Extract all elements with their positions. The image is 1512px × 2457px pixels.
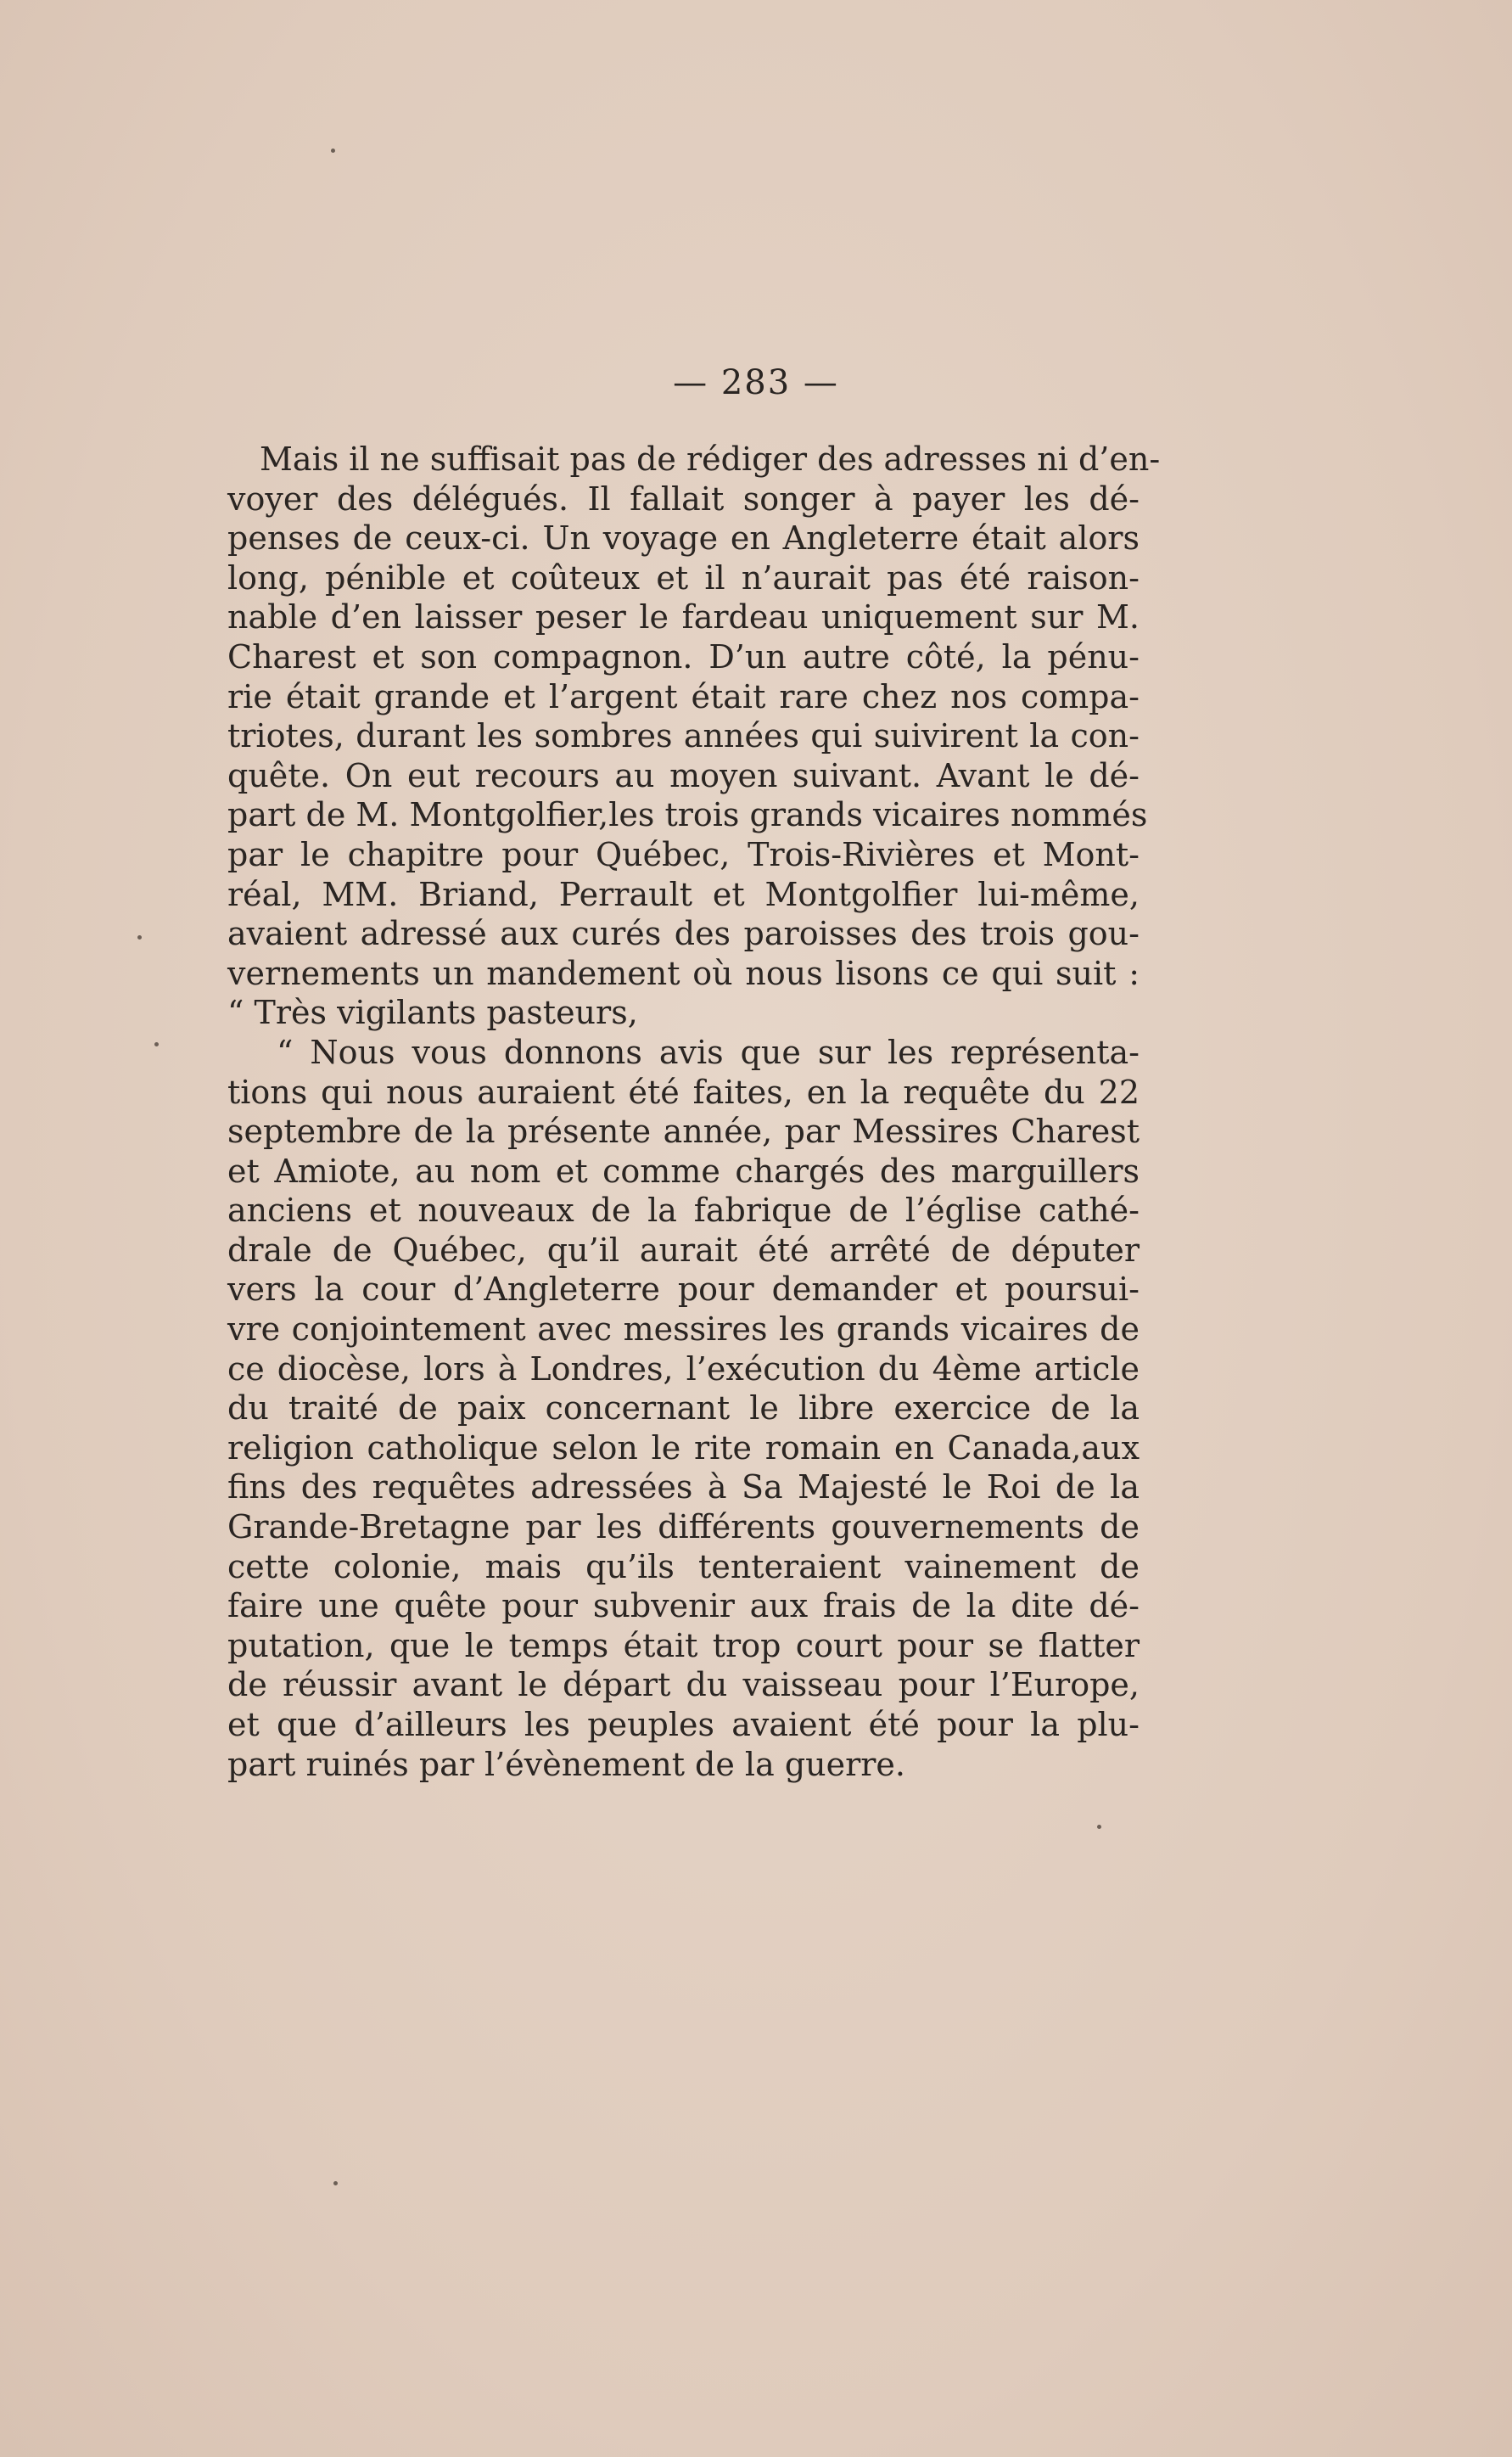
text-line: tions qui nous auraient été faites, en la requête du 22 [227,1073,1140,1111]
text-line: cette colonie, mais qu’ils tenteraient vainement de [227,1547,1140,1585]
text-line: rie était grande et l’argent était rare chez nos compa- [227,677,1140,715]
text-line: par le chapitre pour Québec, Trois-Rivières et Mont- [227,835,1140,873]
text-line: faire une quête pour subvenir aux frais de la dite dé- [227,1587,1140,1625]
text-line: “ Nous vous donnons avis que sur les représenta- [277,1033,1140,1071]
text-line: putation, que le temps était trop court pour se flatter [227,1626,1140,1664]
paper-speck [154,1042,159,1046]
text-line: réal, MM. Briand, Perrault et Montgolfier lui-même, [227,875,1140,913]
text-line: du traité de paix concernant le libre exercice de la [227,1389,1140,1428]
text-line: avaient adressé aux curés des paroisses des trois gou- [227,915,1140,953]
text-line: Grande-Bretagne par les différents gouvernements de [227,1508,1140,1546]
text-line: part de M. Montgolfier,les trois grands vicaires nommés [227,796,1148,834]
text-line: fins des requêtes adressées à Sa Majesté le Roi de la [227,1468,1140,1506]
text-line: quête. On eut recours au moyen suivant. Avant le dé- [227,756,1140,794]
paper-speck [333,2181,338,2185]
text-line: penses de ceux-ci. Un voyage en Angleterre était alors [227,519,1140,558]
text-line: vernements un mandement où nous lisons ce qui suit : [227,954,1140,992]
text-line: Charest et son compagnon. D’un autre côté, la pénu- [227,637,1140,676]
text-line: “ Très vigilants pasteurs, [227,994,638,1032]
text-line: et Amiote, au nom et comme chargés des marguillers [227,1152,1140,1190]
text-line: anciens et nouveaux de la fabrique de l’église cathé- [227,1192,1140,1230]
text-line: septembre de la présente année, par Messires Charest [227,1113,1140,1151]
text-line: drale de Québec, qu’il aurait été arrêté de députer [227,1231,1140,1269]
text-line: religion catholique selon le rite romain en Canada,aux [227,1428,1140,1467]
text-line: de réussir avant le départ du vaisseau pour l’Europe, [227,1666,1140,1704]
page-number: — 283 — [673,363,839,402]
paper-speck [331,149,335,153]
text-line: et que d’ailleurs les peuples avaient été pour la plu- [227,1706,1140,1743]
body-text [227,440,1161,1784]
text-line: part ruinés par l’évènement de la guerre. [227,1745,906,1783]
text-line: Mais il ne suffisait pas de rédiger des adresses ni d’en- [260,440,1161,478]
text-line: voyer des délégués. Il fallait songer à payer les dé- [227,480,1140,518]
text-line: nable d’en laisser peser le fardeau uniquement sur M. [227,598,1140,637]
text-line: long, pénible et coûteux et il n’aurait pas été raison- [227,558,1140,597]
text-line: triotes, durant les sombres années qui suivirent la con- [227,717,1140,755]
text-line: ce diocèse, lors à Londres, l’exécution du 4ème article [227,1349,1140,1388]
paper-speck [1097,1825,1101,1829]
paper-speck [137,935,142,940]
text-line: vers la cour d’Angleterre pour demander et poursui- [227,1271,1140,1309]
text-line: vre conjointement avec messires les grands vicaires de [227,1310,1140,1349]
